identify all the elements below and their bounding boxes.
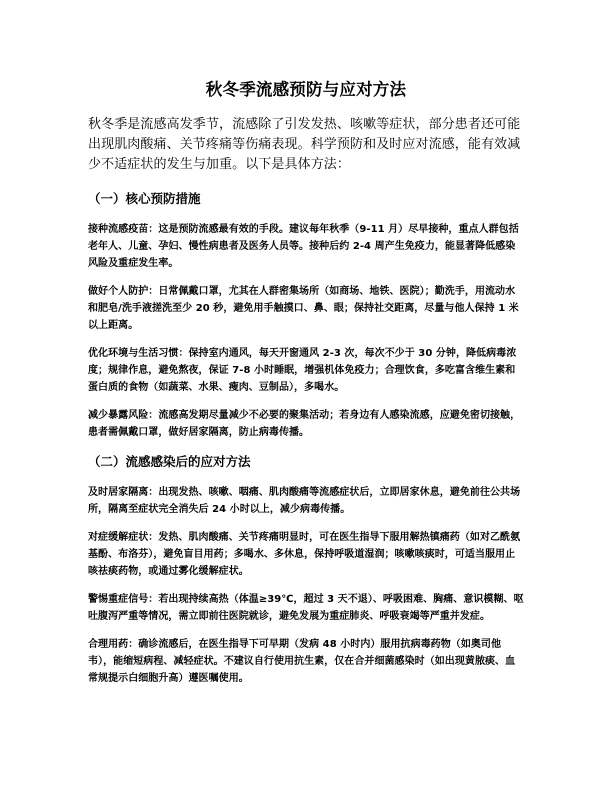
paragraph-lead: 及时居家隔离： <box>88 487 159 498</box>
paragraph-body: 出现发热、咳嗽、咽痛、肌肉酸痛等流感症状后，立即居家休息，避免前往公共场所，隔离至症状完全消失后 24 小时以上，减少病毒传播。 <box>88 487 521 515</box>
paragraph-symptom-relief <box>88 529 524 580</box>
paragraph-lead: 做好个人防护： <box>88 286 159 297</box>
paragraph-body: 保持室内通风，每天开窗通风 2-3 次，每次不少于 30 分钟，降低病毒浓度；规律作息，避免熬夜，保证 7-8 小时睡眠，增强机体免疫力；合理饮食，多吃富含维生素和蛋白质的食物（如蔬菜、水果、瘦肉、豆制品），多喝水。 <box>88 348 517 393</box>
page-title: 秋冬季流感预防与应对方法 <box>205 80 407 99</box>
paragraph-lead: 对症缓解症状： <box>88 532 159 543</box>
paragraph-body: 日常佩戴口罩，尤其在人群密集场所（如商场、地铁、医院）；勤洗手，用流动水和肥皂/洗手液搓洗至少 20 秒，避免用手触摸口、鼻、眼；保持社交距离，尽量与他人保持 1 米以上距离。 <box>88 286 519 331</box>
paragraph-body: 确诊流感后，在医生指导下可早期（发病 48 小时内）服用抗病毒药物（如奥司他韦），能缩短病程、减轻症状。不建议自行使用抗生素，仅在合并细菌感染时（如出现黄脓痰、血常规提示白细胞升高）遵医嘱使用。 <box>88 639 516 684</box>
paragraph-vaccination <box>88 221 524 272</box>
paragraph-lead: 优化环境与生活习惯： <box>88 348 189 359</box>
paragraph-reduce-exposure <box>88 407 524 441</box>
paragraph-body: 发热、肌肉酸痛、关节疼痛明显时，可在医生指导下服用解热镇痛药（如对乙酰氨基酚、布洛芬），避免盲目用药；多喝水、多休息，保持呼吸道湿润；咳嗽咳痰时，可适当服用止咳祛痰药物，或通过雾化缓解症状。 <box>88 532 521 577</box>
paragraph-body: 若出现持续高热（体温≥39℃，超过 3 天不退）、呼吸困难、胸痛、意识模糊、呕吐腹泻严重等情况，需立即前往医院就诊，避免发展为重症肺炎、呼吸衰竭等严重并发症。 <box>88 594 524 622</box>
paragraph-lead: 合理用药： <box>88 639 139 650</box>
paragraph-severe-signals <box>88 591 524 625</box>
paragraph-lead: 接种流感疫苗： <box>88 224 159 235</box>
paragraph-lead: 减少暴露风险： <box>88 410 159 421</box>
paragraph-home-isolation <box>88 484 524 518</box>
section-heading-response: （二）流感感染后的应对方法 <box>88 454 251 469</box>
paragraph-body: 流感高发期尽量减少不必要的聚集活动；若身边有人感染流感，应避免密切接触，患者需佩戴口罩，做好居家隔离，防止病毒传播。 <box>88 410 521 438</box>
paragraph-environment-habits <box>88 345 524 396</box>
paragraph-lead: 警惕重症信号： <box>88 594 159 605</box>
paragraph-personal-protection <box>88 283 524 334</box>
section-heading-prevention: （一）核心预防措施 <box>88 191 201 206</box>
paragraph-medication <box>88 636 524 687</box>
intro-paragraph: 秋冬季是流感高发季节，流感除了引发发热、咳嗽等症状，部分患者还可能出现肌肉酸痛、关节疼痛等伤痛表现。科学预防和及时应对流感，能有效减少不适症状的发生与加重。以下是具体方法： <box>88 117 521 172</box>
paragraph-body: 这是预防流感最有效的手段。建议每年秋季（9-11 月）尽早接种，重点人群包括老年人、儿童、孕妇、慢性病患者及医务人员等。接种后约 2-4 周产生免疫力，能显著降低感染风险及重症发生率。 <box>88 224 519 269</box>
